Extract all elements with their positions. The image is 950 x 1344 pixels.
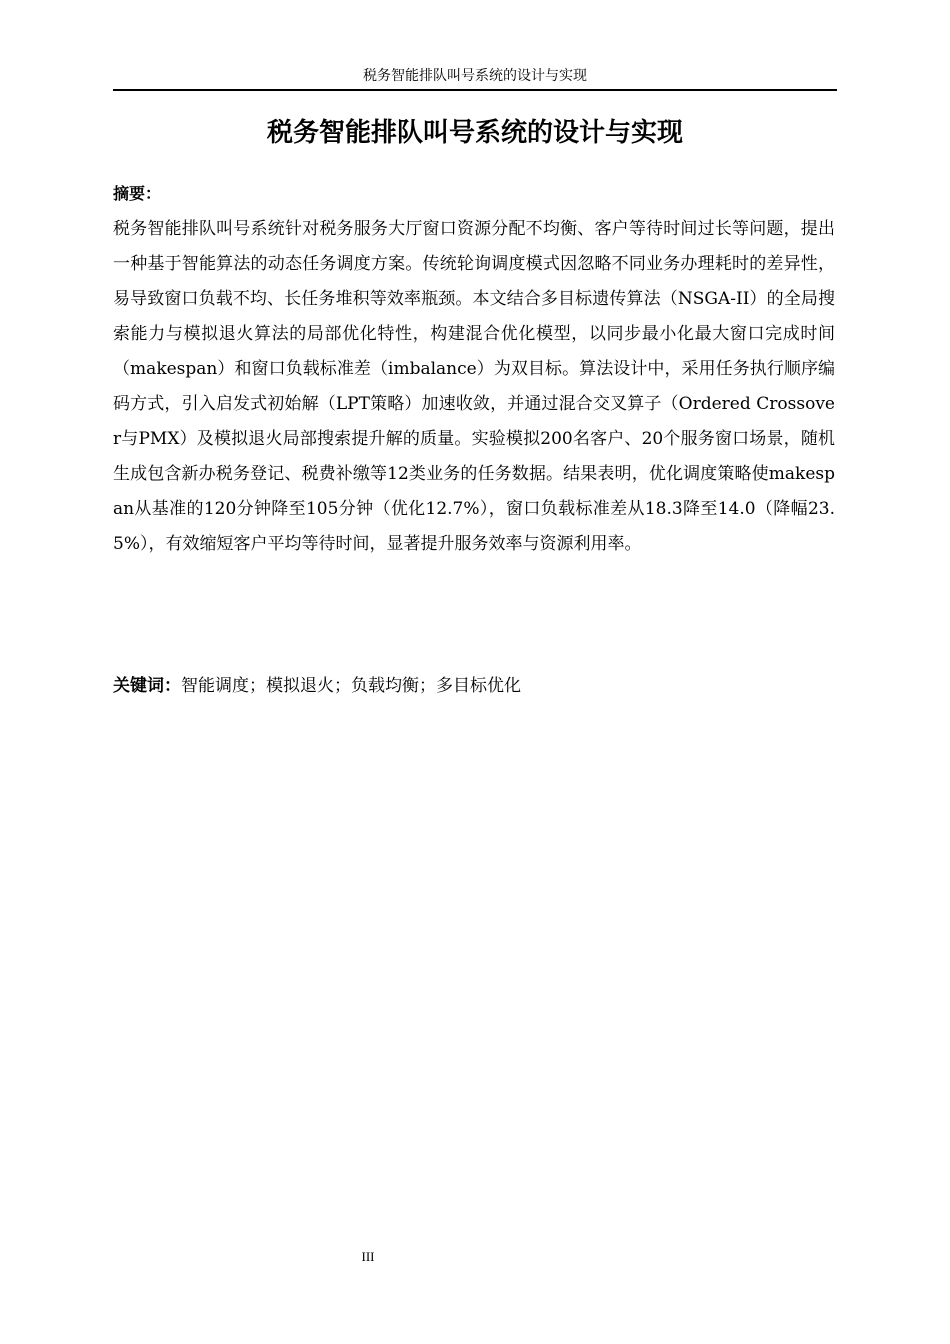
keywords-label: 关键词：	[113, 676, 181, 696]
abstract-heading: 摘要：	[113, 184, 162, 203]
document-title: 税务智能排队叫号系统的设计与实现	[266, 118, 683, 148]
page-number: III	[361, 1249, 375, 1264]
running-header: 税务智能排队叫号系统的设计与实现	[363, 68, 587, 84]
header-rule	[113, 89, 837, 91]
keywords-text: 智能调度；模拟退火；负载均衡；多目标优化	[181, 676, 521, 696]
keywords-line	[113, 671, 835, 701]
abstract-body: 税务智能排队叫号系统针对税务服务大厅窗口资源分配不均衡、客户等待时间过长等问题，提出一种基于智能算法的动态任务调度方案。传统轮询调度模式因忽略不同业务办理耗时的差异性，易导致窗口负载不均、长任务堆积等效率瓶颈。本文结合多目标遗传算法（NSGA-II）的全局搜索能力与模拟退火算法的局部优化特性，构建混合优化模型，以同步最小化最大窗口完成时间（makespan）和窗口负载标准差（imbalance）为双目标。算法设计中，采用任务执行顺序编码方式，引入启发式初始解（LPT策略）加速收敛，并通过混合交叉算子（Ordered Crossover与PMX）及模拟退火局部搜索提升解的质量。实验模拟200名客户、20个服务窗口场景，随机生成包含新办税务登记、税费补缴等12类业务的任务数据。结果表明，优化调度策略使makespan从基准的120分钟降至105分钟（优化12.7%），窗口负载标准差从18.3降至14.0（降幅23.5%），有效缩短客户平均等待时间，显著提升服务效率与资源利用率。	[113, 219, 835, 554]
